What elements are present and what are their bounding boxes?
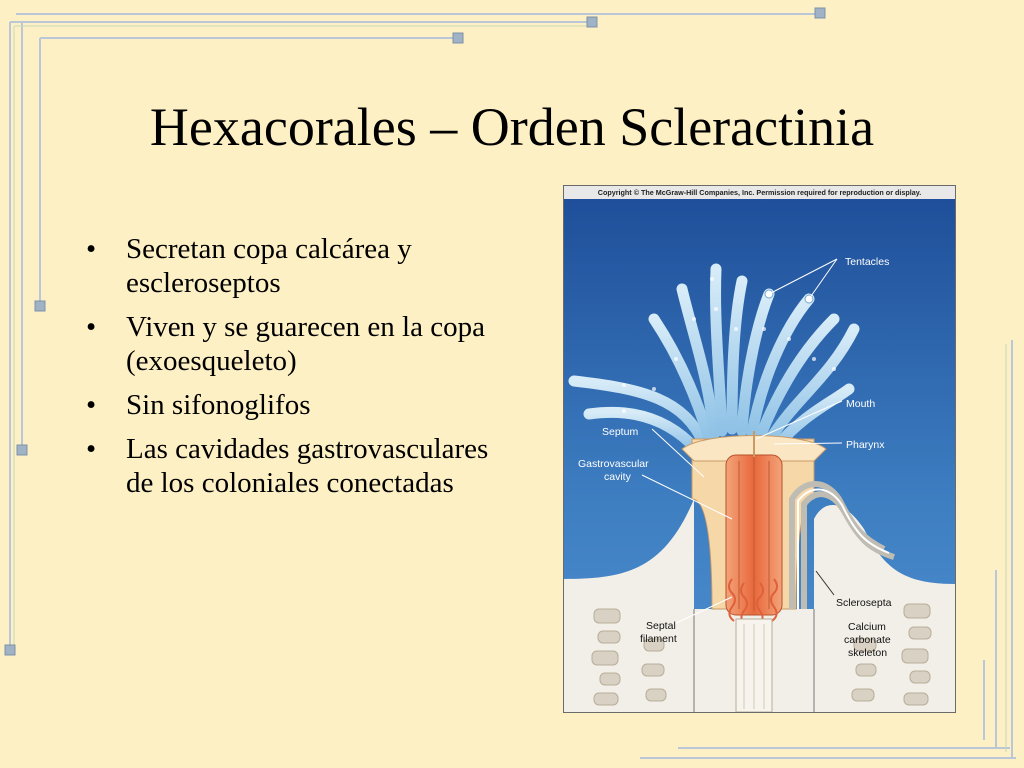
bullet-item: [86, 310, 516, 378]
label-septal: Septal: [646, 620, 676, 632]
label-gastrovascular: Gastrovascular: [578, 458, 649, 470]
bullet-item: [86, 232, 516, 300]
label-tentacles: Tentacles: [845, 256, 890, 268]
label-filament: filament: [640, 633, 677, 645]
bullet-dot: •: [86, 233, 97, 265]
bullet-text: Sin sifonoglifos: [126, 389, 311, 421]
bullet-dot: •: [86, 389, 97, 421]
coral-polyp-figure: [563, 185, 956, 713]
label-calcium: Calcium: [848, 621, 886, 633]
copyright-notice: Copyright © The McGraw-Hill Companies, Inc. Permission required for reproduction or display.: [564, 186, 955, 199]
label-carbonate: carbonate: [844, 634, 891, 646]
label-pharynx: Pharynx: [846, 439, 885, 451]
bullet-list: [86, 232, 516, 510]
label-sclerosepta: Sclerosepta: [836, 597, 892, 609]
slide-title: Hexacorales – Orden Scleractinia: [149, 97, 875, 157]
label-skeleton: skeleton: [848, 647, 888, 659]
bullet-text: Las cavidades gastrovasculares de los coloniales conectadas: [126, 433, 489, 499]
label-septum: Septum: [602, 426, 639, 438]
coral-polyp-diagram: [564, 199, 955, 712]
label-mouth: Mouth: [846, 398, 876, 410]
bullet-item: [86, 432, 516, 500]
bullet-item: [86, 388, 516, 422]
bullet-dot: •: [86, 311, 97, 343]
bullet-text: Viven y se guarecen en la copa (exoesqueleto): [126, 311, 485, 377]
label-cavity: cavity: [604, 471, 631, 483]
bullet-text: Secretan copa calcárea y escleroseptos: [126, 233, 412, 299]
bullet-dot: •: [86, 433, 97, 465]
